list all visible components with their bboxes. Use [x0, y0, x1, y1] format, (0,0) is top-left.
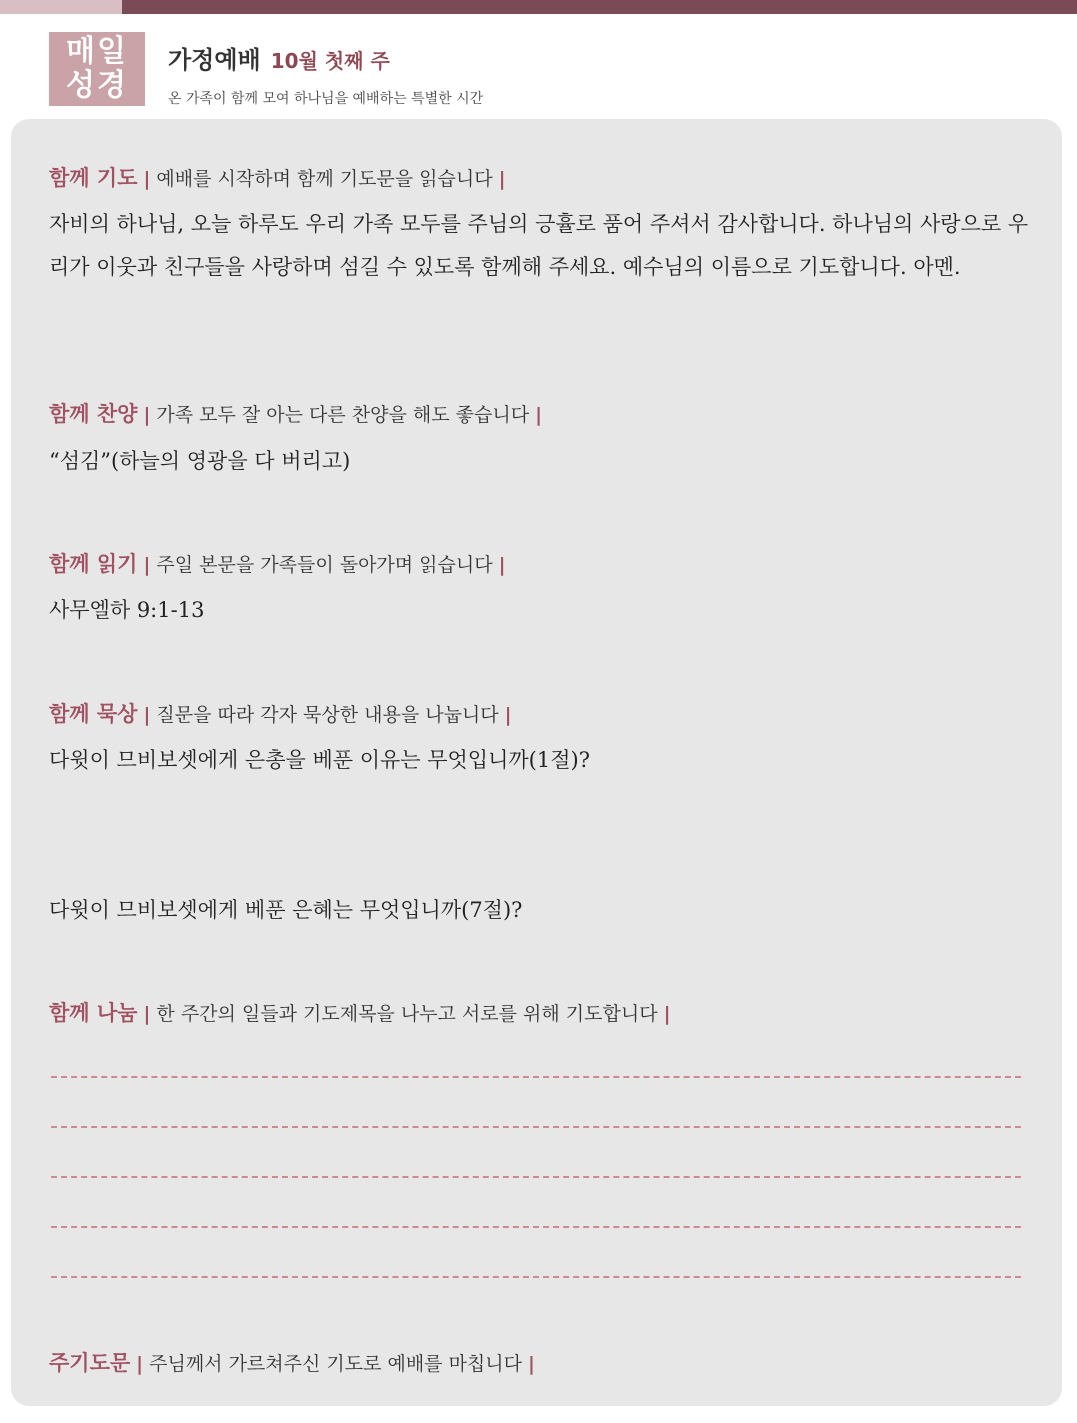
writing-line — [51, 1126, 1021, 1128]
section-lords-prayer-title: 주기도문 — [49, 1351, 131, 1375]
section-praise-title: 함께 찬양 — [49, 402, 138, 426]
writing-line — [51, 1176, 1021, 1178]
section-meditation-heading: 함께 묵상 | 질문을 따라 각자 묵상한 내용을 나눕니다 | — [49, 702, 512, 726]
writing-line — [51, 1276, 1021, 1278]
section-reading-desc: 주일 본문을 가족들이 돌아가며 읽습니다 — [156, 554, 493, 576]
logo-line1: 매일 — [66, 34, 128, 69]
section-prayer-desc: 예배를 시작하며 함께 기도문을 읽습니다 — [156, 168, 493, 190]
title-subtitle: 10월 첫째 주 — [270, 49, 390, 73]
section-reading-title: 함께 읽기 — [49, 552, 138, 576]
prayer-text: 자비의 하나님, 오늘 하루도 우리 가족 모두를 주님의 긍휼로 품어 주셔서 감사합니다. 하나님의 사랑으로 우리가 이웃과 친구들을 사랑하며 섬길 수 있도록 함께해 주세요. 예수님의 이름으로 기도합니다. 아멘. — [49, 212, 1029, 279]
section-sharing-desc: 한 주간의 일들과 기도제목을 나누고 서로를 위해 기도합니다 — [156, 1003, 658, 1025]
section-sharing-heading: 함께 나눔 | 한 주간의 일들과 기도제목을 나누고 서로를 위해 기도합니다 | — [49, 1001, 671, 1025]
meditation-question-1: 다윗이 므비보셋에게 은총을 베푼 이유는 무엇입니까(1절)? — [49, 748, 590, 772]
page-title — [168, 40, 390, 75]
section-meditation-title: 함께 묵상 — [49, 702, 138, 726]
section-sharing-title: 함께 나눔 — [49, 1001, 138, 1025]
title-text: 가정예배 — [168, 46, 261, 74]
section-lords-prayer-heading: 주기도문 | 주님께서 가르쳐주신 기도로 예배를 마칩니다 | — [49, 1351, 535, 1375]
writing-line — [51, 1226, 1021, 1228]
page-tagline: 온 가족이 함께 모여 하나님을 예배하는 특별한 시간 — [168, 91, 484, 107]
section-lords-prayer-desc: 주님께서 가르쳐주신 기도로 예배를 마칩니다 — [149, 1353, 522, 1375]
section-praise-heading: 함께 찬양 | 가족 모두 잘 아는 다른 찬양을 해도 좋습니다 | — [49, 402, 543, 426]
section-reading-heading: 함께 읽기 | 주일 본문을 가족들이 돌아가며 읽습니다 | — [49, 552, 506, 576]
top-bar-accent — [0, 0, 122, 14]
writing-line — [51, 1076, 1021, 1078]
section-prayer-title: 함께 기도 — [49, 166, 138, 190]
section-praise-desc: 가족 모두 잘 아는 다른 찬양을 해도 좋습니다 — [156, 404, 530, 426]
meditation-question-2: 다윗이 므비보셋에게 베푼 은혜는 무엇입니까(7절)? — [49, 898, 523, 922]
logo — [49, 32, 145, 106]
top-bar — [122, 0, 1077, 14]
reading-passage: 사무엘하 9:1-13 — [49, 598, 205, 622]
section-prayer-heading: 함께 기도 | 예배를 시작하며 함께 기도문을 읽습니다 | — [49, 166, 506, 190]
praise-song: “섬김”(하늘의 영광을 다 버리고) — [49, 449, 351, 473]
section-meditation-desc: 질문을 따라 각자 묵상한 내용을 나눕니다 — [156, 704, 499, 726]
logo-line2: 성경 — [66, 68, 128, 103]
